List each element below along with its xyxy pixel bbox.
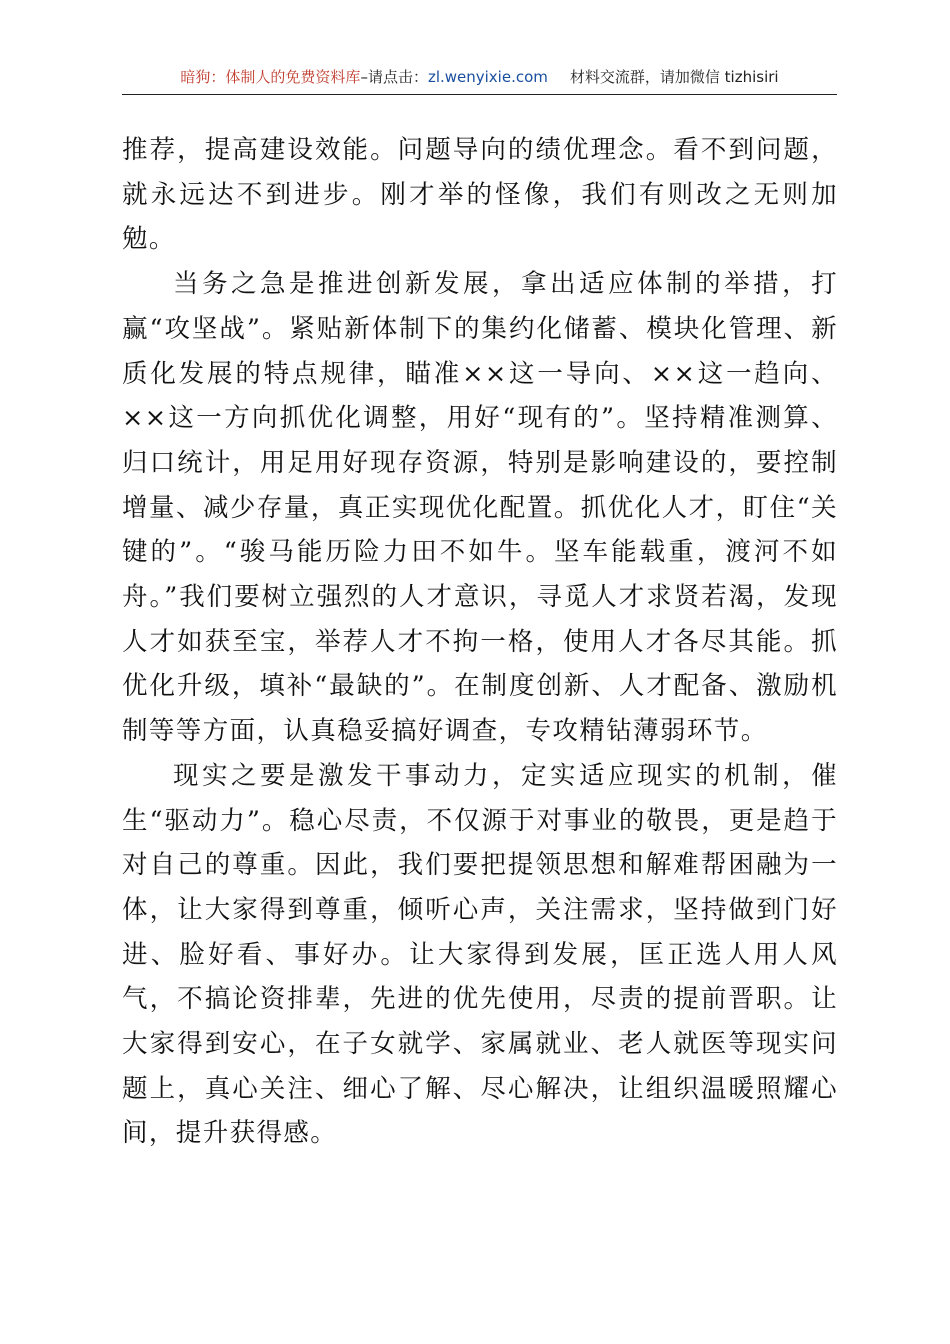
paragraph-continued: 推荐，提高建设效能。问题导向的绩优理念。看不到问题，就永远达不到进步。刚才举的怪像，我们有则改之无则加勉。 — [122, 135, 838, 255]
header-link[interactable]: zl.wenyixie.com — [427, 68, 548, 86]
header-wechat-note: 材料交流群，请加微信 tizhisiri — [569, 68, 779, 86]
page-header — [122, 64, 837, 95]
document-body — [122, 128, 838, 1156]
header-click-prompt: –请点击： — [360, 68, 428, 86]
header-site-name: 暗狗：体制人的免费资料库 — [180, 68, 361, 86]
paragraph-innovation: 当务之急是推进创新发展，拿出适应体制的举措，打赢“攻坚战”。紧贴新体制下的集约化储蓄、模块化管理、新质化发展的特点规律，瞄准××这一导向、××这一趋向、××这一方向抓优化调整，用好“现有的”。坚持精准测算、归口统计，用足用好现存资源，特别是影响建设的，要控制增量、减少存量，真正实现优化配置。抓优化人才，盯住“关键的”。“骏马能历险力田不如牛。坚车能载重，渡河不如舟。”我们要树立强烈的人才意识，寻觅人才求贤若渴，发现人才如获至宝，举荐人才不拘一格，使用人才各尽其能。抓优化升级，填补“最缺的”。在制度创新、人才配备、激励机制等等方面，认真稳妥搞好调查，专攻精钻薄弱环节。 — [122, 269, 838, 747]
paragraph-motivation: 现实之要是激发干事动力，定实适应现实的机制，催生“驱动力”。稳心尽责，不仅源于对事业的敬畏，更是趋于对自己的尊重。因此，我们要把提领思想和解难帮困融为一体，让大家得到尊重，倾听心声，关注需求，坚持做到门好进、脸好看、事好办。让大家得到发展，匡正选人用人风气，不搞论资排辈，先进的优先使用，尽责的提前晋职。让大家得到安心，在子女就学、家属就业、老人就医等现实问题上，真心关注、细心了解、尽心解决，让组织温暖照耀心间，提升获得感。 — [122, 760, 838, 1149]
